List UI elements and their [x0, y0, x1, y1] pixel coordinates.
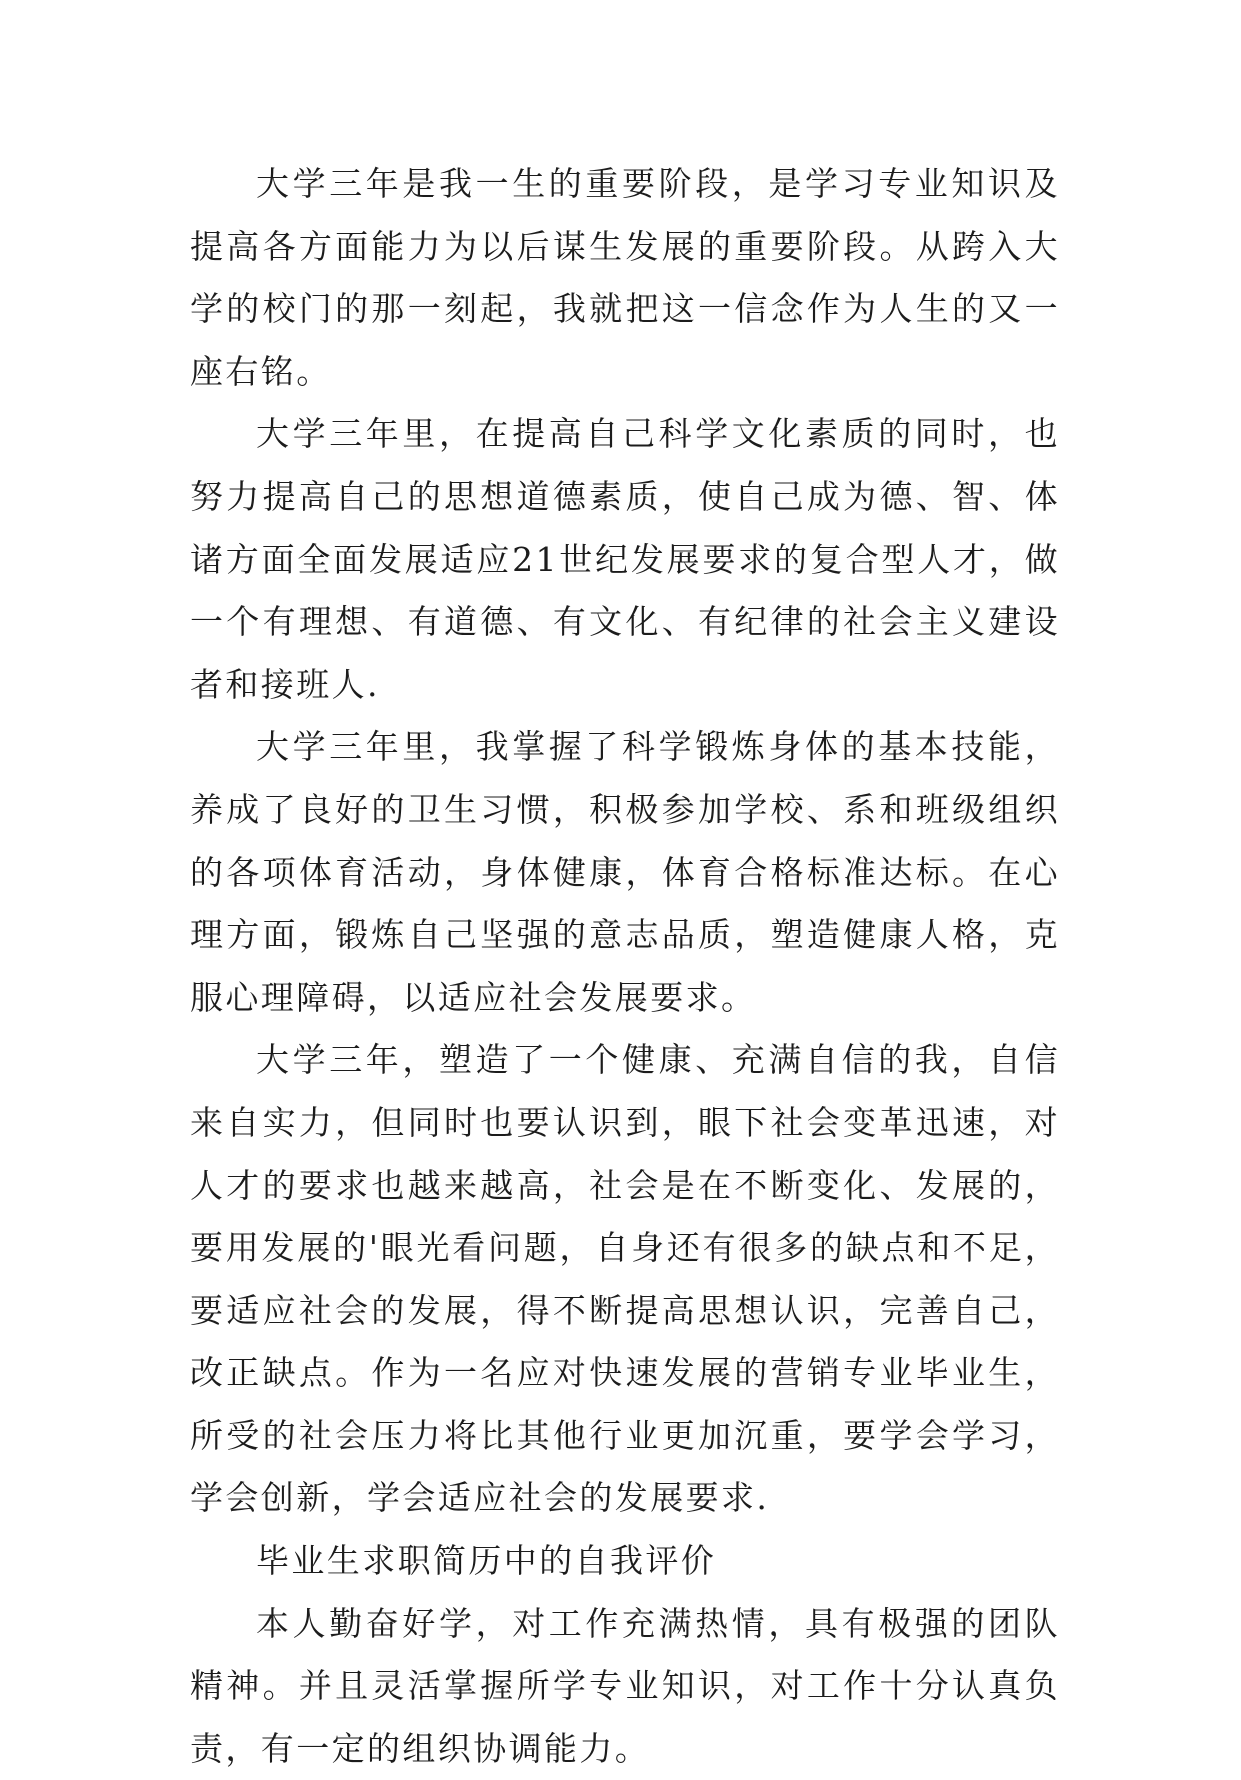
document-body	[190, 153, 1060, 1780]
paragraph-5: 本人勤奋好学，对工作充满热情，具有极强的团队精神。并且灵活掌握所学专业知识，对工作十分认真负责，有一定的组织协调能力。	[190, 1603, 1060, 1768]
paragraph-1: 大学三年是我一生的重要阶段，是学习专业知识及提高各方面能力为以后谋生发展的重要阶段。从跨入大学的校门的那一刻起，我就把这一信念作为人生的又一座右铭。	[190, 164, 1060, 391]
paragraph-4: 大学三年，塑造了一个健康、充满自信的我，自信来自实力，但同时也要认识到，眼下社会变革迅速，对人才的要求也越来越高，社会是在不断变化、发展的，要用发展的'眼光看问题，自身还有很多的缺点和不足，要适应社会的发展，得不断提高思想认识，完善自己，改正缺点。作为一名应对快速发展的营销专业毕业生，所受的社会压力将比其他行业更加沉重，要学会学习，学会创新，学会适应社会的发展要求.	[190, 1040, 1060, 1518]
paragraph-3: 大学三年里，我掌握了科学锻炼身体的基本技能，养成了良好的卫生习惯，积极参加学校、系和班级组织的各项体育活动，身体健康，体育合格标准达标。在心理方面，锻炼自己坚强的意志品质，塑造健康人格，克服心理障碍，以适应社会发展要求。	[190, 727, 1060, 1017]
paragraph-2: 大学三年里，在提高自己科学文化素质的同时，也努力提高自己的思想道德素质，使自己成为德、智、体诸方面全面发展适应21世纪发展要求的复合型人才，做一个有理想、有道德、有文化、有纪律的社会主义建设者和接班人.	[190, 414, 1060, 704]
section-heading: 毕业生求职简历中的自我评价	[256, 1541, 717, 1581]
